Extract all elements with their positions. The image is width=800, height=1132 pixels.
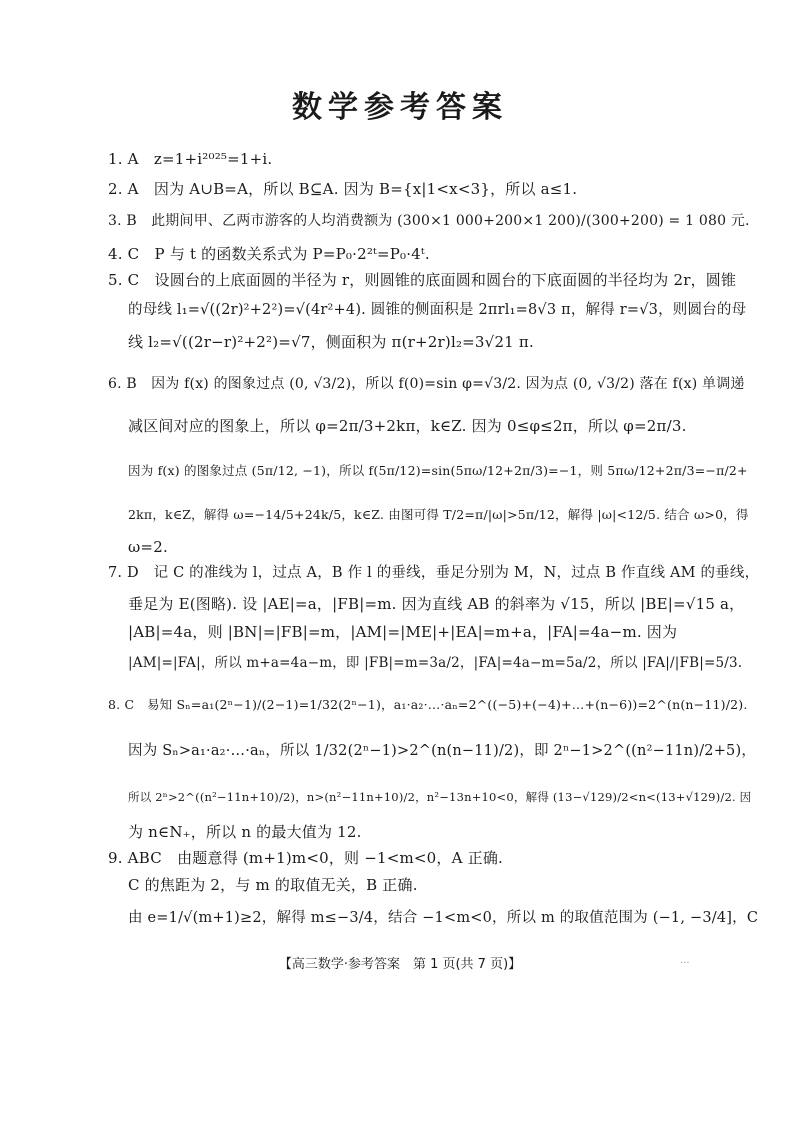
corner-mark: ... (680, 955, 690, 966)
answer-line: 为 n∈N₊，所以 n 的最大值为 12. (128, 823, 362, 841)
answer-line: 4. C P 与 t 的函数关系式为 P=P₀·2²ᵗ=P₀·4ᵗ. (108, 245, 430, 263)
answer-line: 垂足为 E(图略). 设 |AE|=a，|FB|=m. 因为直线 AB 的斜率为 √15，所以 |BE|=√15 a， (128, 595, 745, 613)
answer-line: 所以 2ⁿ>2^((n²−11n+10)/2)，n>(n²−11n+10)/2，n²−13n+10<0，解得 (13−√129)/2<n<(13+√129)/2. 因 (128, 790, 752, 804)
answer-line: 9. ABC 由题意得 (m+1)m<0，则 −1<m<0，A 正确. (108, 849, 503, 867)
page-footer: 【高三数学·参考答案 第 1 页(共 7 页)】 (278, 957, 522, 972)
answer-line: 6. B 因为 f(x) 的图象过点 (0, √3/2)，所以 f(0)=sin φ=√3/2. 因为点 (0, √3/2) 落在 f(x) 单调递 (108, 376, 745, 392)
answer-line: 7. D 记 C 的准线为 l，过点 A，B 作 l 的垂线，垂足分别为 M，N，过点 B 作直线 AM 的垂线， (108, 565, 760, 581)
answer-line: 5. C 设圆台的上底面圆的半径为 r，则圆锥的底面圆和圆台的下底面圆的半径均为 2r，圆锥 (108, 271, 737, 289)
answer-line: |AB|=4a，则 |BN|=|FB|=m，|AM|=|ME|+|EA|=m+a，|FA|=4a−m. 因为 (128, 623, 678, 641)
answer-line: 8. C 易知 Sₙ=a₁(2ⁿ−1)/(2−1)=1/32(2ⁿ−1)，a₁·a₂·…·aₙ=2^((−5)+(−4)+…+(n−6))=2^(n(n−11)/2). (108, 697, 748, 712)
answer-line: 因为 Sₙ>a₁·a₂·…·aₙ，所以 1/32(2ⁿ−1)>2^(n(n−11)/2)，即 2ⁿ−1>2^((n²−11n)/2+5)， (128, 743, 757, 759)
answer-line: 线 l₂=√((2r−r)²+2²)=√7，侧面积为 π(r+2r)l₂=3√21 π. (128, 333, 534, 351)
answer-line: 2. A 因为 A∪B=A，所以 B⊆A. 因为 B={x|1<x<3}，所以 a≤1. (108, 180, 578, 198)
page-title: 数学参考答案 (292, 90, 508, 125)
answer-line: 减区间对应的图象上，所以 φ=2π/3+2kπ，k∈Z. 因为 0≤φ≤2π，所以 φ=2π/3. (128, 417, 687, 435)
answer-line: 3. B 此期间甲、乙两市游客的人均消费额为 (300×1 000+200×1 200)/(300+200) = 1 080 元. (108, 213, 750, 229)
answer-line: ω=2. (128, 538, 168, 556)
answer-line: 的母线 l₁=√((2r)²+2²)=√(4r²+4). 圆锥的侧面积是 2πrl₁=8√3 π，解得 r=√3，则圆台的母 (128, 302, 747, 318)
answer-line: |AM|=|FA|，所以 m+a=4a−m，即 |FB|=m=3a/2，|FA|=4a−m=5a/2，所以 |FA|/|FB|=5/3. (128, 655, 743, 671)
answer-line: C 的焦距为 2，与 m 的取值无关，B 正确. (128, 876, 418, 894)
answer-line: 2kπ，k∈Z，解得 ω=−14/5+24k/5，k∈Z. 由图可得 T/2=π/|ω|>5π/12，解得 |ω|<12/5. 结合 ω>0，得 (128, 507, 749, 522)
answer-line: 1. A z=1+i²⁰²⁵=1+i. (108, 150, 273, 168)
answer-line: 因为 f(x) 的图象过点 (5π/12, −1)，所以 f(5π/12)=sin(5πω/12+2π/3)=−1，则 5πω/12+2π/3=−π/2+ (128, 463, 748, 478)
answer-line: 由 e=1/√(m+1)≥2，解得 m≤−3/4，结合 −1<m<0，所以 m 的取值范围为 (−1, −3/4]，C (128, 910, 759, 926)
